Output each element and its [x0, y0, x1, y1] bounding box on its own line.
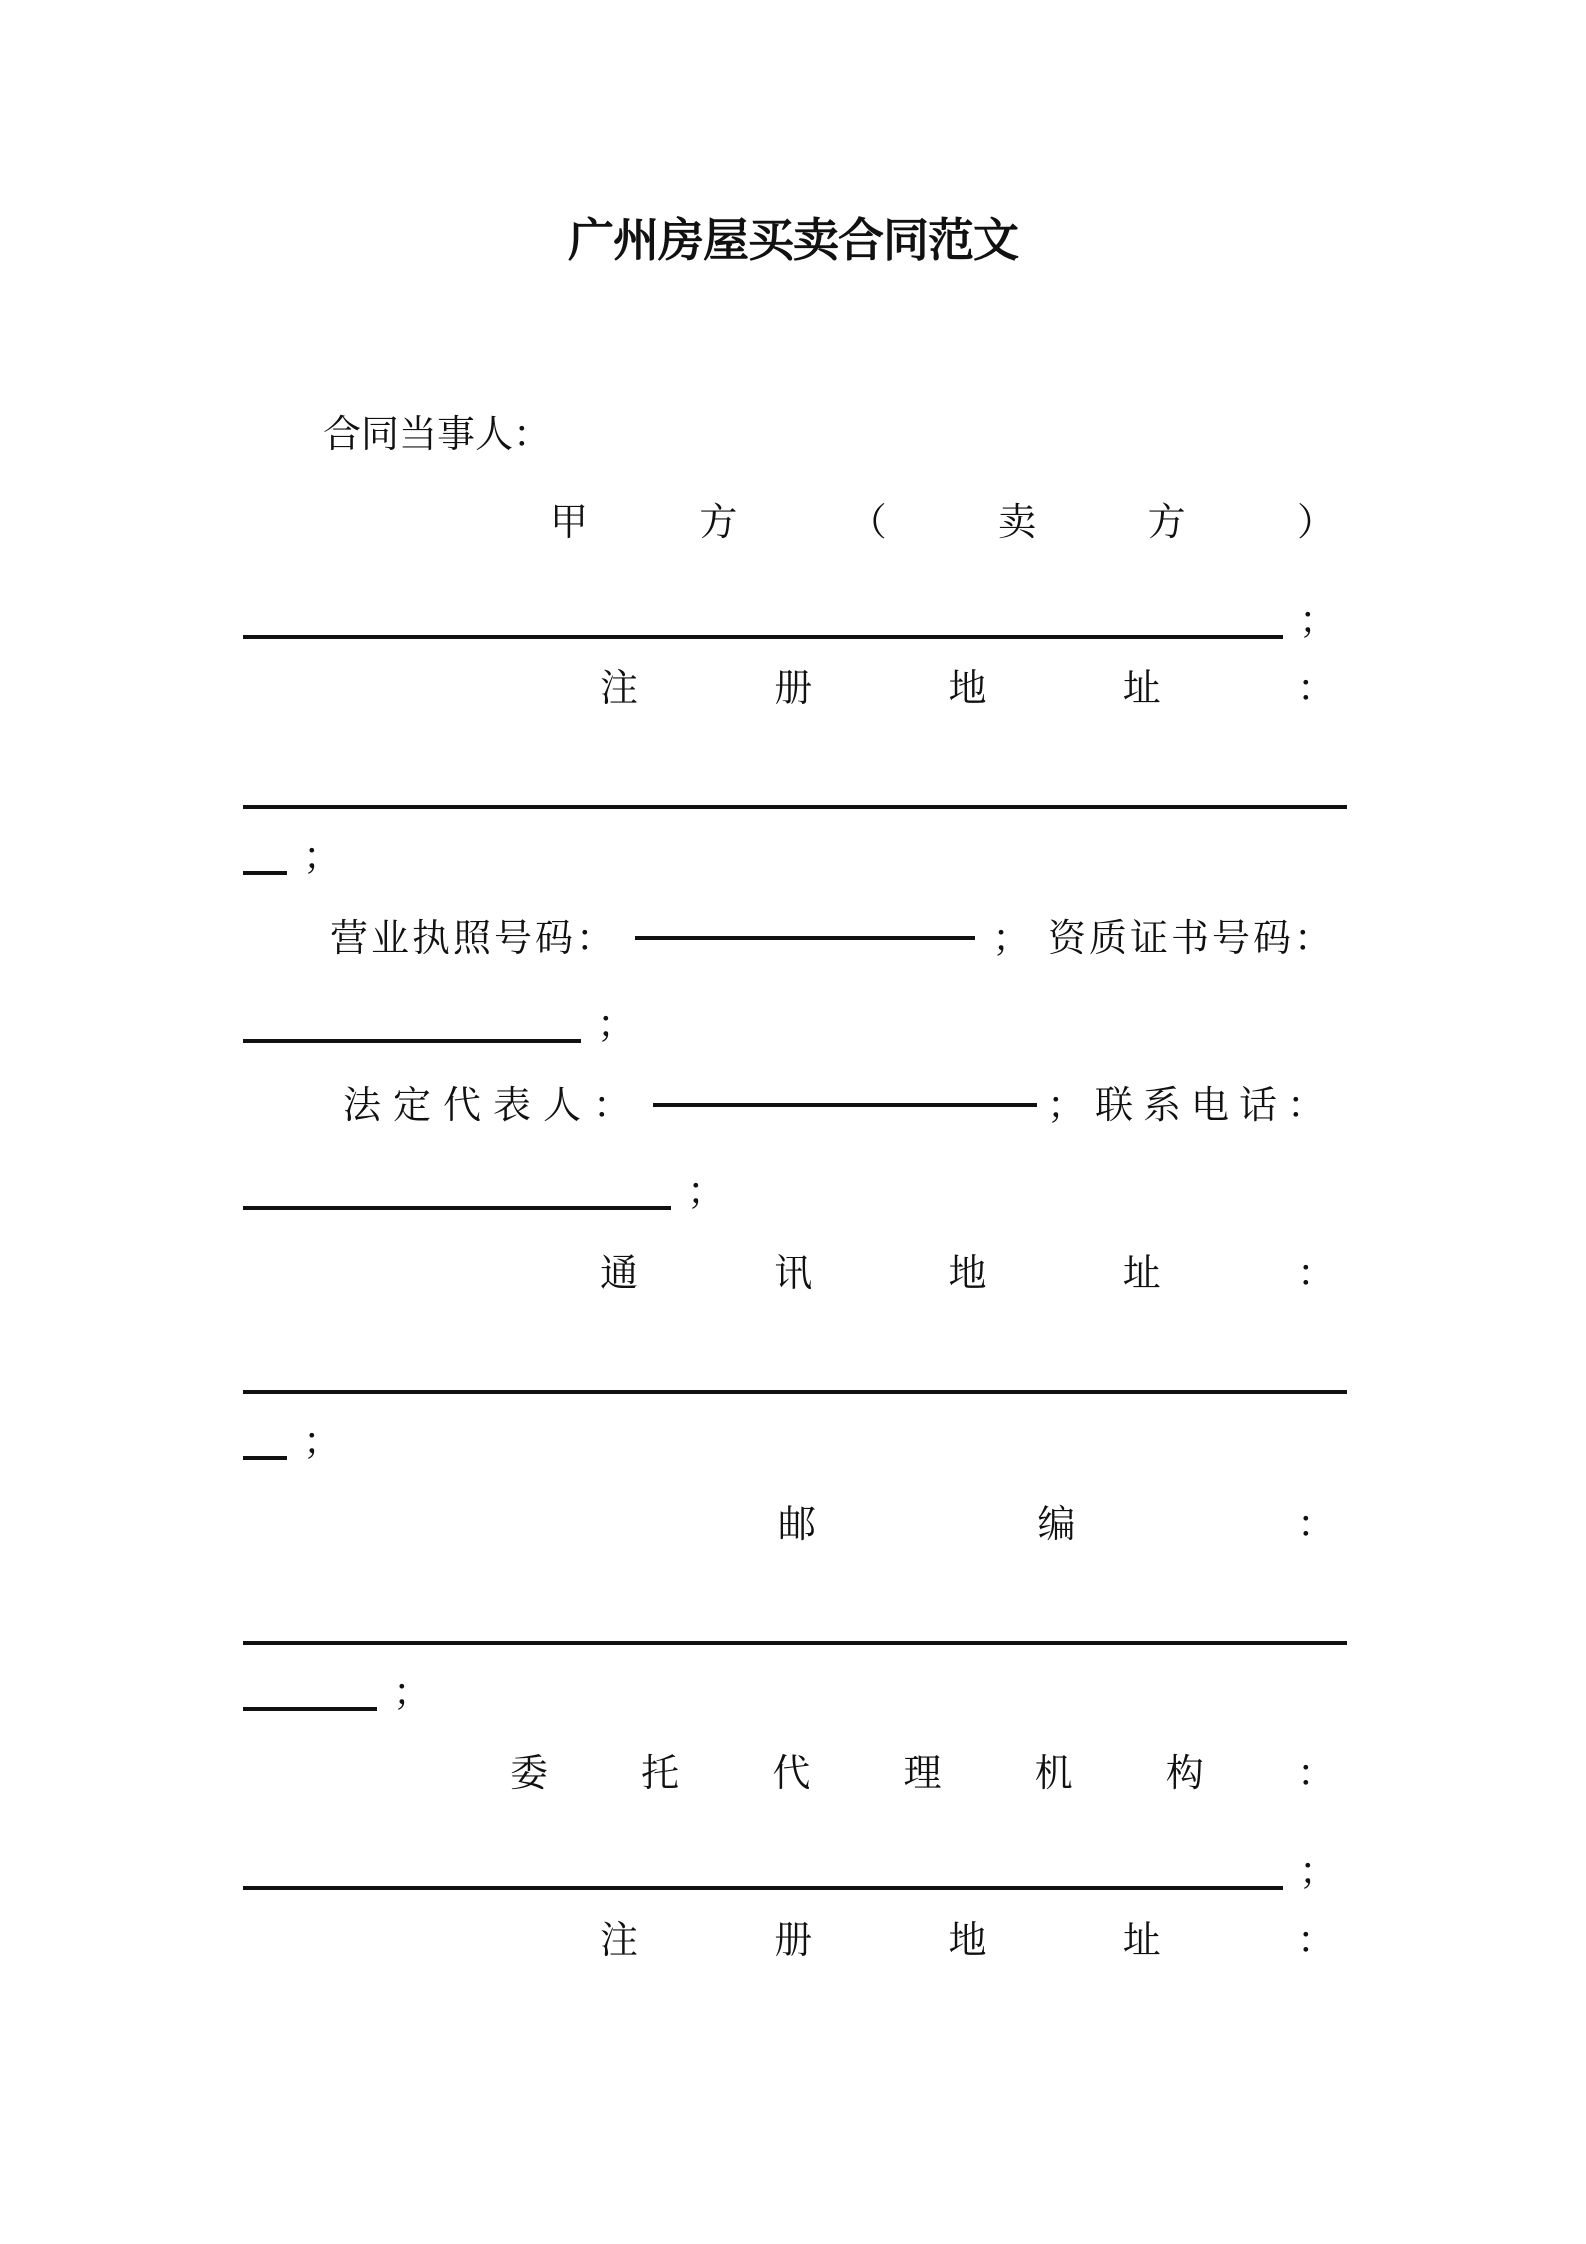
- agency-name-line: ；: [243, 1843, 1347, 1899]
- postcode-blank[interactable]: [243, 1641, 1347, 1645]
- postcode-line-end: ；: [243, 1664, 1347, 1720]
- phone-line: ；: [243, 1163, 1347, 1219]
- party-a-label: 甲 方 （ 卖 方 ）: [550, 500, 1335, 544]
- legal-rep-blank[interactable]: [653, 1103, 1037, 1107]
- phone-label: 联系电话：: [1094, 1083, 1335, 1127]
- mailing-address-blank[interactable]: [243, 1390, 1347, 1394]
- phone-blank[interactable]: [243, 1206, 671, 1210]
- agency-registered-address-label: 注 册 地 址 ：: [600, 1918, 1335, 1962]
- certificate-label: 资质证书号码：: [1047, 916, 1335, 960]
- postcode-line: [243, 1598, 1347, 1654]
- registered-address-blank[interactable]: [243, 805, 1347, 809]
- legal-rep-line: 法定代表人： ； 联系电话：: [343, 1077, 1335, 1133]
- certificate-number-blank[interactable]: [243, 1039, 581, 1043]
- mailing-address-line-end: ；: [243, 1413, 1347, 1469]
- document-title: 广州房屋买卖合同范文: [568, 213, 1018, 267]
- registered-address-line: [243, 762, 1347, 818]
- agency-name-blank[interactable]: [243, 1886, 1283, 1890]
- registered-address-label: 注 册 地 址 ：: [600, 666, 1335, 710]
- license-label: 营业执照号码：: [330, 916, 618, 960]
- license-number-blank[interactable]: [635, 936, 975, 940]
- party-a-name-line: ；: [243, 592, 1347, 648]
- legal-rep-label: 法定代表人：: [343, 1083, 644, 1127]
- postcode-label: 邮 编 ：: [778, 1502, 1335, 1546]
- mailing-address-line: [243, 1347, 1347, 1403]
- certificate-line: ；: [243, 996, 1347, 1052]
- parties-heading: 合同当事人：: [323, 412, 552, 456]
- registered-address-line-end: ；: [243, 828, 1347, 884]
- agency-label: 委 托 代 理 机 构 ：: [510, 1751, 1335, 1795]
- mailing-address-label: 通 讯 地 址 ：: [600, 1251, 1335, 1295]
- license-line: 营业执照号码： ； 资质证书号码：: [330, 910, 1335, 966]
- party-a-name-blank[interactable]: [243, 635, 1283, 639]
